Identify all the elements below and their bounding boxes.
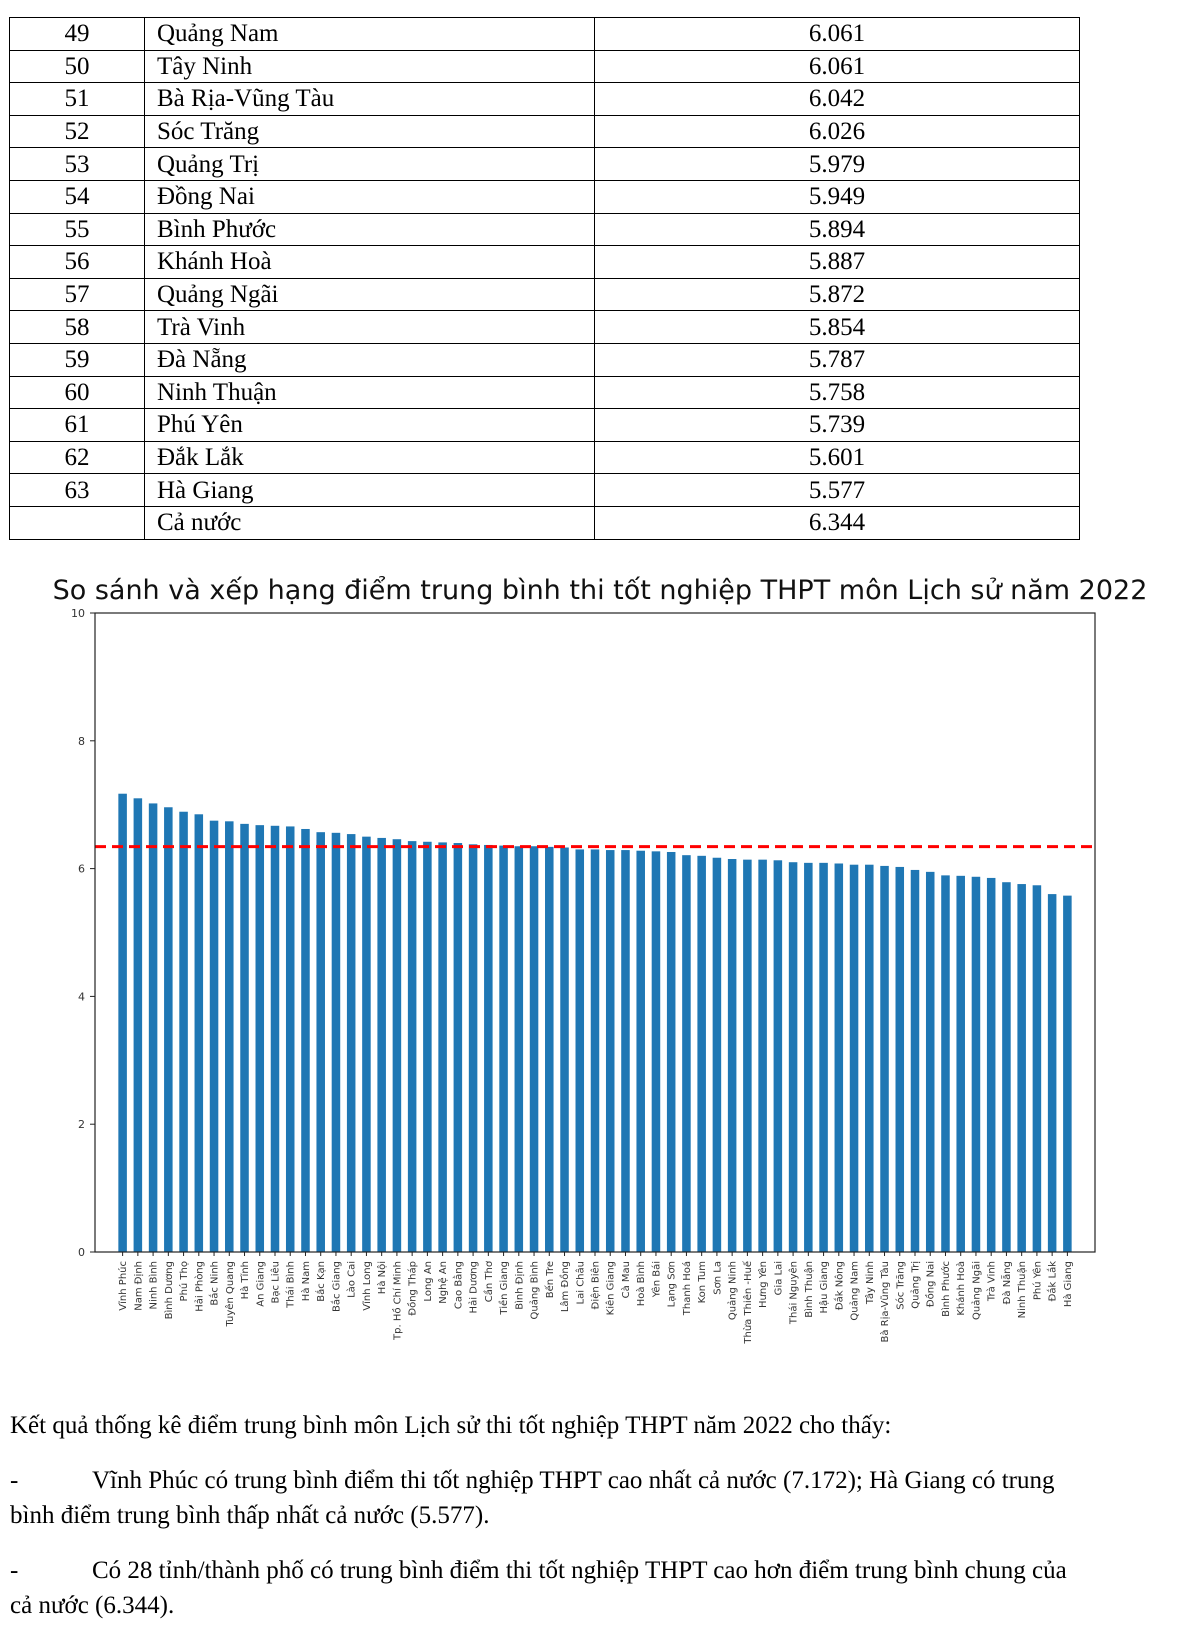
score-cell: 6.061 [595,50,1080,83]
chart-title: So sánh và xếp hạng điểm trung bình thi tốt nghiệp THPT môn Lịch sử năm 2022 [52,575,1148,606]
bar [941,875,950,1252]
province-cell: Phú Yên [145,409,595,442]
x-tick-label: Quảng Ngãi [971,1261,983,1320]
bar [499,846,508,1252]
table-row [10,376,1080,409]
bar [271,826,280,1252]
x-tick-label: Cao Bằng [453,1261,465,1310]
province-cell: Quảng Nam [145,18,595,51]
table-row [10,213,1080,246]
table-row [10,180,1080,213]
score-cell: 5.787 [595,343,1080,376]
x-tick-label: Tây Ninh [864,1261,876,1305]
table-row [10,246,1080,279]
analysis-section [10,1408,1080,1643]
province-cell: Ninh Thuận [145,376,595,409]
bar [408,841,417,1252]
bar [256,825,265,1252]
y-tick-label: 4 [78,990,85,1004]
bar [621,850,630,1252]
x-tick-label: Cần Thơ [483,1261,495,1303]
province-cell: Hà Giang [145,474,595,507]
x-tick-label: Tiền Giang [499,1261,511,1315]
rank-cell: 54 [10,180,145,213]
x-tick-label: Quảng Nam [849,1261,861,1321]
x-tick-label: Đồng Nai [925,1261,937,1308]
x-tick-label: Thái Bình [285,1261,297,1308]
x-tick-label: Hoà Bình [636,1261,648,1307]
bar [301,829,310,1252]
bar [865,865,874,1252]
bar [774,860,783,1252]
province-cell: Trà Vinh [145,311,595,344]
x-tick-label: Thừa Thiên -Huế [742,1261,754,1344]
bar [1033,885,1042,1252]
x-tick-label: Bắc Kạn [316,1261,328,1302]
score-cell: 6.061 [595,18,1080,51]
province-cell: Khánh Hoà [145,246,595,279]
x-tick-label: Hưng Yên [758,1261,770,1308]
bar [454,843,463,1252]
x-tick-label: Bình Thuận [803,1261,815,1318]
bar [667,852,676,1252]
x-tick-label: Lâm Đồng [560,1261,572,1313]
bullet-text: Vĩnh Phúc có trung bình điểm thi tốt nghiệp THPT cao nhất cả nước (7.172); Hà Giang có trung bình điểm trung bình thấp nhất cả nước (5.577). [10,1467,1055,1529]
x-tick-label: Bến Tre [544,1261,556,1299]
x-tick-label: Bình Phước [940,1261,952,1317]
y-tick-label: 8 [78,734,85,748]
x-tick-label: Gia Lai [773,1261,785,1296]
x-tick-label: Ninh Bình [148,1261,160,1310]
table-row [10,506,1080,539]
score-cell: 5.601 [595,441,1080,474]
table-row [10,18,1080,51]
analysis-bullet [10,1463,1080,1533]
bar [484,845,493,1252]
rank-cell: 55 [10,213,145,246]
table-row [10,474,1080,507]
rank-cell [10,506,145,539]
table-row [10,115,1080,148]
x-tick-label: Đà Nẵng [1001,1261,1013,1305]
bar [758,860,767,1252]
bar [911,870,920,1252]
bar [835,863,844,1252]
bar [377,838,386,1252]
ranking-table [9,17,1080,540]
rank-cell: 57 [10,278,145,311]
x-tick-label: Nam Định [133,1261,145,1311]
bar [576,849,585,1252]
bar [956,876,965,1252]
x-tick-label: Ninh Thuận [1017,1261,1029,1319]
province-cell: Đồng Nai [145,180,595,213]
table-row [10,409,1080,442]
rank-cell: 53 [10,148,145,181]
bar [1002,882,1011,1252]
x-tick-label: Hải Dương [468,1261,480,1314]
score-cell: 5.887 [595,246,1080,279]
x-tick-label: Tuyên Quang [224,1261,236,1327]
rank-cell: 50 [10,50,145,83]
province-cell: Quảng Trị [145,148,595,181]
x-tick-label: Kiên Giang [605,1261,617,1316]
bar [880,866,889,1252]
bar [179,812,188,1252]
x-tick-label: Nghệ An [438,1261,450,1304]
province-cell: Bà Rịa-Vũng Tàu [145,83,595,116]
x-tick-label: Thanh Hoá [681,1261,693,1316]
x-tick-label: Vĩnh Long [361,1261,373,1311]
x-tick-label: Sơn La [712,1261,724,1295]
rank-cell: 56 [10,246,145,279]
bar [682,855,691,1252]
table-row [10,311,1080,344]
score-cell: 6.026 [595,115,1080,148]
table-row [10,148,1080,181]
bar [697,856,706,1252]
x-tick-label: Phú Thọ [179,1261,191,1302]
rank-cell: 60 [10,376,145,409]
bar [423,842,432,1252]
x-tick-label: Phú Yên [1032,1261,1044,1301]
bar [118,794,127,1252]
bar [515,846,524,1252]
x-tick-label: Cà Mau [620,1261,632,1299]
score-cell: 5.979 [595,148,1080,181]
bar [393,839,402,1252]
bar-chart [0,600,1200,1345]
bar [636,851,645,1252]
bar [819,863,828,1252]
table-row [10,278,1080,311]
score-cell: 5.758 [595,376,1080,409]
score-cell: 5.854 [595,311,1080,344]
table-row [10,441,1080,474]
bar [164,807,173,1252]
bar [560,848,569,1252]
bullet-dash: - [10,1557,19,1584]
x-tick-label: Hà Giang [1062,1261,1074,1308]
bar [362,837,371,1252]
rank-cell: 51 [10,83,145,116]
bar [438,842,447,1252]
x-tick-label: Trà Vinh [986,1261,998,1302]
x-tick-label: Quảng Trị [910,1261,922,1309]
x-tick-label: Lai Châu [575,1261,587,1305]
score-cell: 6.344 [595,506,1080,539]
bar [926,872,935,1252]
bar [225,821,234,1252]
bar [606,850,615,1252]
analysis-intro: Kết quả thống kê điểm trung bình môn Lịch sử thi tốt nghiệp THPT năm 2022 cho thấy: [10,1412,892,1439]
x-tick-label: Lạng Sơn [666,1261,678,1308]
x-tick-label: Hà Nam [300,1261,312,1302]
x-tick-label: Quảng Bình [529,1261,541,1320]
province-cell: Đắk Lắk [145,441,595,474]
x-tick-label: Bạc Liêu [270,1261,282,1304]
bar [332,833,341,1252]
bullet-dash: - [10,1467,19,1494]
bar [896,867,905,1252]
bar [210,821,219,1252]
x-tick-label: Bắc Ninh [209,1261,221,1306]
ranking-table-body [10,18,1080,540]
bar [149,803,158,1252]
bar [987,878,996,1252]
table-row [10,50,1080,83]
score-cell: 5.949 [595,180,1080,213]
province-cell: Tây Ninh [145,50,595,83]
x-tick-label: Đắk Lắk [1047,1261,1059,1302]
score-cell: 6.042 [595,83,1080,116]
bar [134,798,143,1252]
bar [195,814,204,1252]
x-tick-label: Quảng Ninh [727,1261,739,1321]
x-tick-label: Hải Phòng [194,1261,206,1312]
rank-cell: 61 [10,409,145,442]
bar [789,862,798,1252]
bar [850,865,859,1252]
rank-cell: 63 [10,474,145,507]
x-tick-label: Hậu Giang [819,1261,831,1314]
bar [530,846,539,1252]
bar [804,863,813,1252]
x-tick-label: Lào Cai [346,1261,358,1298]
bar [545,847,554,1252]
score-cell: 5.577 [595,474,1080,507]
bar [652,851,661,1252]
province-cell: Cả nước [145,506,595,539]
x-tick-label: Hà Nội [377,1261,389,1295]
bar [1017,884,1026,1252]
x-tick-label: Hà Tĩnh [240,1261,252,1300]
bar [972,877,981,1252]
x-tick-label: Kon Tum [697,1261,709,1304]
x-tick-label: Khánh Hoà [956,1261,968,1316]
rank-cell: 62 [10,441,145,474]
x-tick-label: Đắk Nông [834,1261,846,1311]
x-tick-label: Thái Nguyên [788,1261,800,1325]
province-cell: Bình Phước [145,213,595,246]
x-tick-label: Điện Biên [590,1261,602,1310]
x-tick-label: An Giang [255,1261,267,1307]
rank-cell: 58 [10,311,145,344]
x-tick-label: Long An [422,1261,434,1302]
x-tick-label: Bà Rịa-Vũng Tàu [880,1261,892,1343]
x-tick-label: Vĩnh Phúc [118,1261,130,1311]
rank-cell: 52 [10,115,145,148]
x-tick-label: Tp. Hồ Chí Minh [392,1261,404,1340]
x-tick-label: Bình Định [514,1261,526,1310]
y-tick-label: 2 [78,1118,85,1132]
score-cell: 5.894 [595,213,1080,246]
bar [469,844,478,1252]
x-tick-label: Bắc Giang [331,1261,343,1313]
x-tick-label: Sóc Trăng [895,1261,907,1310]
bar [316,832,325,1252]
bar [1063,896,1072,1252]
province-cell: Đà Nẵng [145,343,595,376]
score-cell: 5.739 [595,409,1080,442]
table-row [10,83,1080,116]
province-cell: Quảng Ngãi [145,278,595,311]
score-cell: 5.872 [595,278,1080,311]
table-row [10,343,1080,376]
x-tick-label: Bình Dương [163,1261,175,1320]
bullet-text: Có 28 tỉnh/thành phố có trung bình điểm thi tốt nghiệp THPT cao hơn điểm trung bình chung của cả nước (6.344). [10,1557,1067,1619]
y-tick-label: 0 [78,1246,85,1259]
y-tick-label: 6 [78,862,85,876]
bar [743,860,752,1252]
rank-cell: 49 [10,18,145,51]
province-cell: Sóc Trăng [145,115,595,148]
bar [713,858,722,1252]
bar [286,826,295,1252]
analysis-bullet [10,1553,1080,1623]
x-tick-label: Đồng Tháp [407,1261,419,1316]
rank-cell: 59 [10,343,145,376]
x-tick-label: Yên Bái [651,1261,663,1298]
bar [728,859,737,1252]
bar [1048,894,1057,1252]
bar [240,824,249,1252]
bar [347,834,356,1252]
bar [591,849,600,1252]
y-tick-label: 10 [71,607,85,620]
